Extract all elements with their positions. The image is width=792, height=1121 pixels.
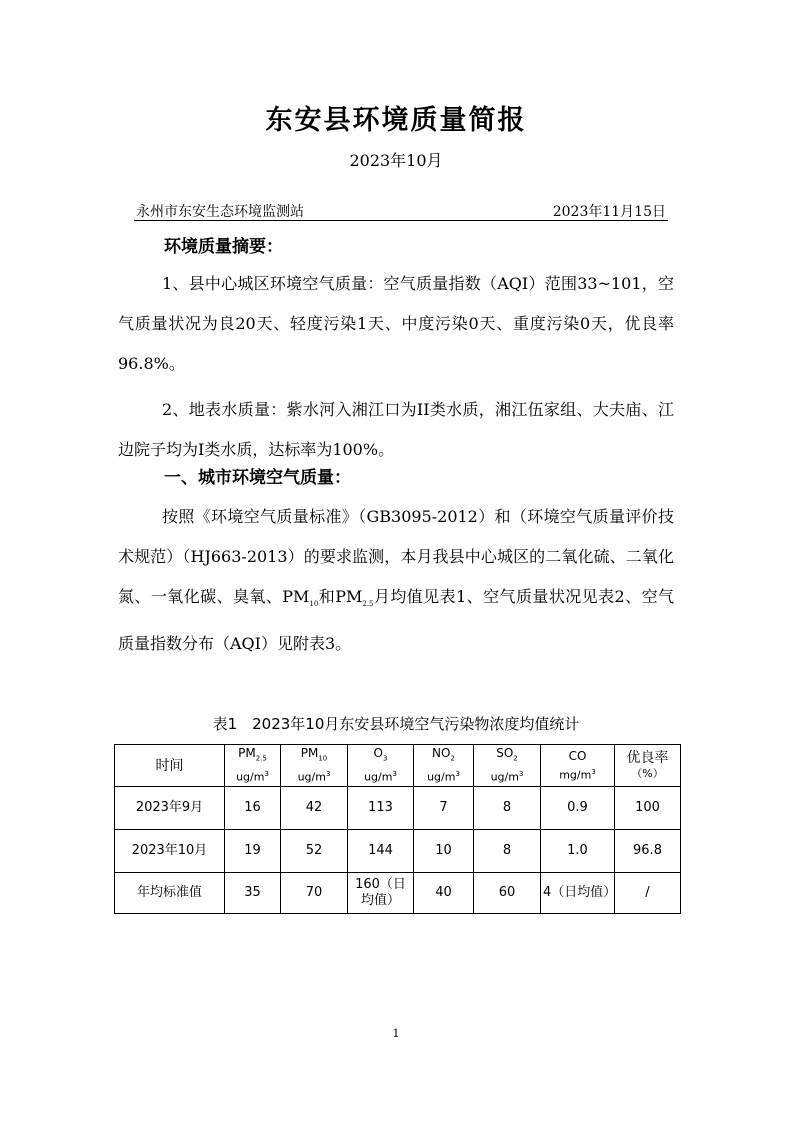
cell-pm25: 35 [225, 873, 281, 914]
header-time: 时间 [115, 745, 225, 787]
cell-co: 0.9 [541, 787, 615, 830]
organization-name: 永州市东安生态环境监测站 [136, 204, 304, 220]
summary-air-quality: 1、县中心城区环境空气质量：空气质量指数（AQI）范围33~101，空气质量状况为良20天、轻度污染1天、中度污染0天、重度污染0天，优良率96.8%。 [118, 274, 674, 373]
report-period: 2023年10月 [349, 151, 443, 170]
cell-no2: 10 [414, 830, 474, 873]
pm10-subscript: 10 [309, 600, 319, 609]
summary-heading: 环境质量摘要： [164, 237, 283, 257]
page-number: 1 [392, 1027, 400, 1040]
summary-water-quality: 2、地表水质量：紫水河入湘江口为II类水质，湘江伍家组、大夫庙、江边院子均为I类水质，达标率为100%。 [118, 400, 674, 459]
section1-text-a: 按照《环境空气质量标准》（GB3095-2012）和（环境空气质量评价技术规范）（HJ663-2013）的要求监测，本月我县中心城区的二氧化硫、二氧化氮、一氧化碳、臭氧、PM [118, 507, 674, 606]
table-row [115, 873, 681, 914]
header-so2: $SO_2$ $ug/m^3$ [474, 745, 541, 787]
cell-pm25: 19 [225, 830, 281, 873]
table-header-row [115, 745, 681, 787]
cell-o3: 113 [348, 787, 414, 830]
table1-caption: 表1 2023年10月东安县环境空气污染物浓度均值统计 [212, 715, 580, 733]
cell-time: 2023年9月 [115, 787, 225, 830]
header-co: CO $mg/m^3$ [541, 745, 615, 787]
cell-time: 2023年10月 [115, 830, 225, 873]
cell-so2: 8 [474, 830, 541, 873]
cell-so2: 8 [474, 787, 541, 830]
cell-pm10: 42 [281, 787, 348, 830]
cell-rate: 100 [615, 787, 681, 830]
cell-time: 年均标准值 [115, 873, 225, 914]
table-row [115, 787, 681, 830]
section1-text-b: 月均值见表1、空气质量状况见表2、空气质量指数分布（AQI）见附表3。 [118, 587, 674, 654]
cell-o3: 144 [348, 830, 414, 873]
table-row [115, 830, 681, 873]
section1-paragraph [118, 497, 674, 664]
header-pm10: $PM_{10}$ $ug/m^3$ [281, 745, 348, 787]
pm25-subscript: 2.5 [362, 600, 374, 609]
cell-pm10: 52 [281, 830, 348, 873]
header-no2: $NO_2$ $ug/m^3$ [414, 745, 474, 787]
cell-so2: 60 [474, 873, 541, 914]
cell-co: 1.0 [541, 830, 615, 873]
header-o3: $O_3$ $ug/m^3$ [348, 745, 414, 787]
header-pm25: $PM_{2.5}$ $ug/m^3$ [225, 745, 281, 787]
cell-no2: 40 [414, 873, 474, 914]
document-title: 东安县环境质量简报 [265, 105, 527, 136]
cell-co: 4（日均值） [541, 873, 615, 914]
cell-rate: / [615, 873, 681, 914]
cell-rate: 96.8 [615, 830, 681, 873]
issuer-line [134, 201, 668, 221]
header-rate: 优良率 （%） [615, 745, 681, 787]
cell-pm10: 70 [281, 873, 348, 914]
section1-text-and: 和PM [318, 587, 363, 606]
section1-heading: 一、城市环境空气质量： [164, 468, 351, 488]
cell-pm25: 16 [225, 787, 281, 830]
cell-o3: 160（日均值） [348, 873, 414, 914]
pollutant-table [114, 744, 681, 914]
issue-date: 2023年11月15日 [552, 204, 666, 220]
cell-no2: 7 [414, 787, 474, 830]
